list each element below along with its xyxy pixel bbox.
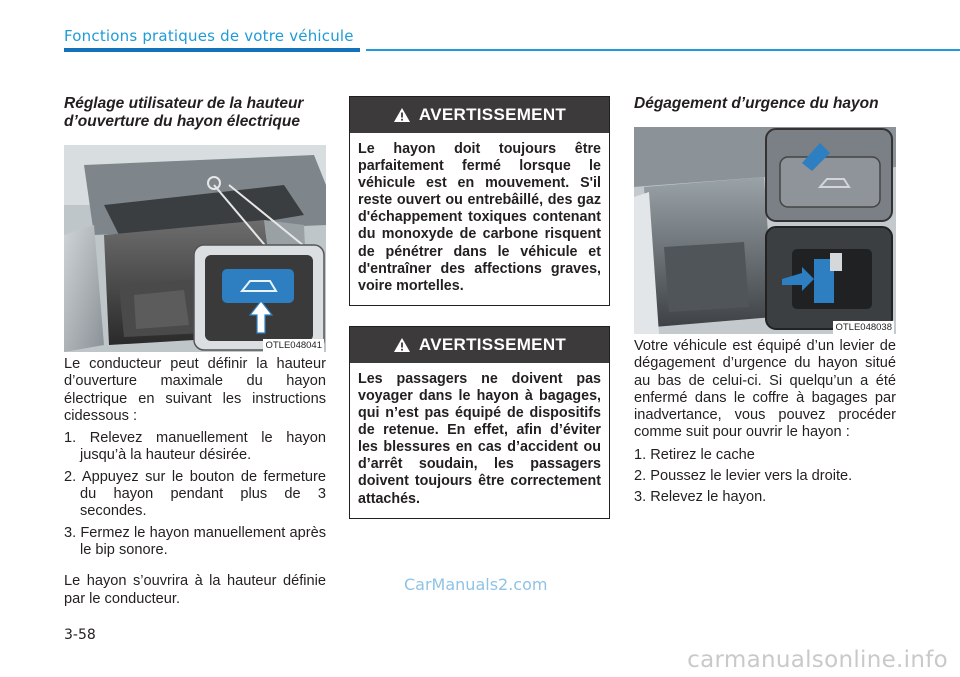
warning-header	[350, 97, 609, 133]
closing-paragraph: Le hayon s’ouvrira à la hauteur définie par le conducteur.	[64, 573, 326, 607]
steps-list	[64, 430, 326, 559]
emergency-release-illustration	[634, 127, 896, 334]
warning-text: Les passagers ne doivent pas voyager dans le hayon à bagages, qui n’est pas équipé de dispositifs de retenue. En effet, afin d’éviter les blessures en cas d’accident ou d’arrêt soudain, les passagers doivent toujours être correctement attachés.	[358, 370, 601, 507]
warning-triangle-icon	[393, 107, 411, 123]
steps-list	[634, 447, 896, 507]
warning-box	[349, 96, 610, 306]
site-watermark: carmanualsonline.info	[687, 647, 948, 673]
emergency-lever-photo	[634, 127, 896, 334]
tailgate-button-photo	[64, 145, 326, 352]
warning-label: AVERTISSEMENT	[418, 105, 567, 124]
page-number: 3-58	[64, 627, 96, 643]
list-item: 2. Appuyez sur le bouton de fermeture du hayon pendant plus de 3 secondes.	[64, 468, 326, 520]
list-item: 1. Relevez manuellement le hayon jusqu’à la hauteur désirée.	[64, 430, 326, 464]
intro-paragraph: Votre véhicule est équipé d’un levier de dégagement d’urgence du hayon situé au bas de celui-ci. Si quelqu’un a été enfermé dans le coffre à bagages par inadvertance, vous pouvez procéder comme suit pour ouvrir le hayon :	[634, 338, 896, 441]
intro-paragraph: Le conducteur peut définir la hauteur d’ouverture maximale du hayon électrique en suivant les instructions cidessous :	[64, 356, 326, 424]
tailgate-open-illustration	[64, 145, 326, 352]
header-rule-thin	[366, 49, 960, 51]
section-heading-height-setting: Réglage utilisateur de la hauteur d’ouverture du hayon électrique	[64, 95, 304, 130]
warning-label: AVERTISSEMENT	[418, 334, 567, 354]
section-title: Fonctions pratiques de votre véhicule	[64, 27, 354, 45]
middle-column	[349, 96, 610, 519]
section-heading-emergency-release: Dégagement d’urgence du hayon	[634, 95, 879, 112]
carmanuals-watermark: CarManuals2.com	[404, 575, 548, 594]
figure-code: OTLE048041	[265, 340, 322, 351]
list-item: 3. Relevez le hayon.	[634, 489, 767, 506]
right-column	[634, 95, 896, 511]
warning-text: Le hayon doit toujours être parfaitement fermé lorsque le véhicule est en mouvement. S'il reste ouvert ou entrebâillé, des gaz d'échappement toxiques contenant du monoxyde de carbone risquent de pénétrer dans le véhicule et d'entraîner des affections graves, voire mortelles.	[358, 141, 601, 294]
warning-header	[350, 327, 609, 363]
warning-triangle-icon	[393, 337, 411, 353]
list-item: 3. Fermez le hayon manuellement après le bip sonore.	[64, 524, 326, 558]
left-column	[64, 95, 326, 608]
figure-code: OTLE048038	[835, 322, 892, 333]
warning-box	[349, 326, 610, 519]
header-rule-thick	[64, 48, 360, 52]
list-item: 2. Poussez le levier vers la droite.	[634, 468, 853, 485]
list-item: 1. Retirez le cache	[634, 446, 755, 463]
